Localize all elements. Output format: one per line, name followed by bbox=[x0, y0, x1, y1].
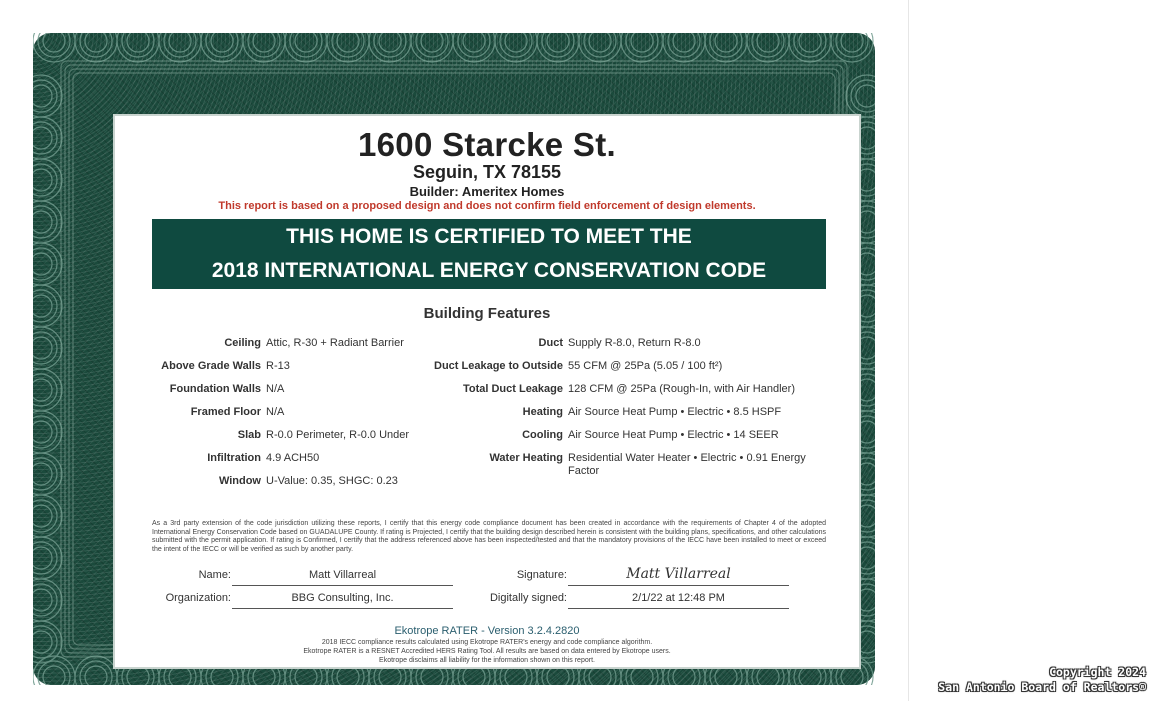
scallop-loop bbox=[33, 547, 52, 569]
scallop-loop bbox=[33, 295, 52, 317]
scallop-loop bbox=[673, 33, 695, 52]
ekotrope-note-3: Ekotrope disclaims all liability for the information shown on this report. bbox=[379, 657, 595, 664]
signature-value: Matt Villarreal bbox=[568, 566, 789, 586]
feature-value: Attic, R-30 + Radiant Barrier bbox=[266, 337, 404, 349]
scallop-loop bbox=[211, 33, 233, 52]
scallop-loop bbox=[379, 33, 401, 52]
proposed-design-notice: This report is based on a proposed design and does not confirm field enforcement of design elements. bbox=[218, 200, 756, 212]
copyright-line-1: Copyright 2024 bbox=[1049, 665, 1146, 679]
scallop-loop bbox=[33, 164, 57, 196]
scallop-loop bbox=[505, 33, 527, 52]
name-label: Name: bbox=[198, 569, 231, 581]
scallop-loop bbox=[337, 33, 359, 52]
scallop-loop bbox=[33, 253, 52, 275]
feature-value: R-0.0 Perimeter, R-0.0 Under bbox=[266, 429, 410, 441]
scallop-loop bbox=[374, 33, 406, 57]
feature-label: Framed Floor bbox=[190, 406, 261, 418]
property-address: 1600 Starcke St. bbox=[358, 126, 616, 163]
scallop-loop bbox=[33, 589, 52, 611]
scallop-loop bbox=[463, 33, 485, 52]
scallop-loop bbox=[33, 421, 52, 443]
scallop-loop bbox=[33, 80, 57, 112]
ekotrope-version: Ekotrope RATER - Version 3.2.4.2820 bbox=[394, 625, 580, 637]
certificate-panel bbox=[113, 114, 861, 669]
scallop-loop bbox=[668, 33, 700, 57]
scallop-loop bbox=[206, 33, 238, 57]
scallop-loop bbox=[290, 33, 322, 57]
blank-side-panel bbox=[908, 0, 1152, 701]
feature-value: 128 CFM @ 25Pa (Rough-In, with Air Handler) bbox=[568, 383, 795, 395]
certification-statement: As a 3rd party extension of the code jurisdiction utilizing these reports, I certify that this energy code compliance document has been created in accordance with the requirements of Chapter 4 of the adopted International Energy Conservation Code based on GUADALUPE County. If rating is Projected, I certify that the building design described herein is consistent with the building plans, specifications, and other calculations submitted with the permit application. If rating is Confirmed, I certify that the address referenced above has been inspected/tested and that the mandatory provisions of the IECC have been installed to meet or exceed the intent of the IECC or will be verified as such by another party. bbox=[152, 520, 826, 553]
feature-value: Supply R-8.0, Return R-8.0 bbox=[568, 337, 701, 349]
scallop-loop bbox=[33, 337, 52, 359]
scallop-loop bbox=[33, 542, 57, 574]
copyright-line-2: San Antonio Board of Realtors® bbox=[938, 680, 1146, 694]
scallop-loop bbox=[33, 631, 52, 653]
scallop-loop bbox=[33, 211, 52, 233]
scallop-loop bbox=[38, 661, 70, 685]
scallop-loop bbox=[33, 626, 57, 658]
scallop-loop bbox=[715, 33, 737, 52]
organization-value: BBG Consulting, Inc. bbox=[232, 592, 453, 609]
scallop-loop bbox=[752, 33, 784, 57]
scallop-loop bbox=[248, 33, 280, 57]
scallop-loop bbox=[458, 33, 490, 57]
building-features-title: Building Features bbox=[423, 305, 551, 322]
scallop-loop bbox=[33, 169, 52, 191]
certification-banner bbox=[152, 219, 826, 289]
scallop-loop bbox=[169, 33, 191, 52]
scallop-loop bbox=[584, 33, 616, 57]
feature-label: Foundation Walls bbox=[169, 383, 261, 395]
feature-value: 4.9 ACH50 bbox=[266, 452, 320, 464]
feature-label: Total Duct Leakage bbox=[462, 383, 563, 395]
scallop-loop bbox=[794, 33, 826, 57]
scallop-loop bbox=[631, 33, 653, 52]
scallop-loop bbox=[33, 290, 57, 322]
scallop-loop bbox=[626, 33, 658, 57]
scallop-loop bbox=[416, 33, 448, 57]
feature-value: 55 CFM @ 25Pa (5.05 / 100 ft²) bbox=[568, 360, 723, 372]
builder-name: Builder: Ameritex Homes bbox=[409, 184, 565, 199]
scallop-loop bbox=[38, 33, 70, 57]
feature-label: Heating bbox=[522, 406, 563, 418]
feature-label: Infiltration bbox=[207, 452, 261, 464]
feature-value: N/A bbox=[266, 383, 285, 395]
feature-label: Water Heating bbox=[489, 452, 563, 464]
feature-value: N/A bbox=[266, 406, 285, 418]
feature-label: Duct Leakage to Outside bbox=[434, 360, 563, 372]
scallop-loop bbox=[33, 122, 57, 154]
scallop-loop bbox=[33, 500, 57, 532]
scallop-loop bbox=[757, 33, 779, 52]
scallop-loop bbox=[80, 33, 112, 57]
scallop-loop bbox=[295, 33, 317, 52]
scallop-loop bbox=[851, 80, 875, 112]
scallop-loop bbox=[421, 33, 443, 52]
scallop-loop bbox=[33, 248, 57, 280]
digitally-signed-label: Digitally signed: bbox=[489, 592, 567, 604]
scallop-loop bbox=[43, 33, 65, 52]
scallop-loop bbox=[799, 33, 821, 52]
scallop-loop bbox=[841, 33, 863, 52]
scallop-loop bbox=[85, 33, 107, 52]
scallop-loop bbox=[33, 85, 52, 107]
organization-label: Organization: bbox=[165, 592, 231, 604]
feature-value: Air Source Heat Pump • Electric • 8.5 HSPF bbox=[568, 406, 782, 418]
property-city: Seguin, TX 78155 bbox=[412, 162, 562, 182]
copyright-watermark bbox=[938, 665, 1146, 695]
ekotrope-note-2: Ekotrope RATER is a RESNET Accredited HERS Rating Tool. All results are based on data entered by Ekotrope users. bbox=[303, 648, 671, 655]
ekotrope-note-1: 2018 IECC compliance results calculated using Ekotrope RATER's energy and code compliance algorithm. bbox=[321, 639, 653, 646]
feature-label: Duct bbox=[538, 337, 563, 349]
feature-label: Slab bbox=[237, 429, 261, 441]
feature-label: Ceiling bbox=[224, 337, 261, 349]
banner-line-2: 2018 INTERNATIONAL ENERGY CONSERVATION CODE bbox=[211, 259, 767, 282]
name-value: Matt Villarreal bbox=[232, 569, 453, 586]
scallop-loop bbox=[33, 379, 52, 401]
feature-label: Above Grade Walls bbox=[161, 360, 261, 372]
scallop-loop bbox=[253, 33, 275, 52]
scallop-loop bbox=[33, 463, 52, 485]
scallop-loop bbox=[33, 206, 57, 238]
scallop-loop bbox=[33, 416, 57, 448]
scallop-loop bbox=[836, 33, 868, 57]
scallop-loop bbox=[542, 33, 574, 57]
scallop-loop bbox=[85, 666, 107, 685]
scallop-loop bbox=[80, 661, 112, 685]
scallop-loop bbox=[589, 33, 611, 52]
scallop-loop bbox=[332, 33, 364, 57]
feature-value: R-13 bbox=[266, 360, 290, 372]
scallop-loop bbox=[500, 33, 532, 57]
scallop-loop bbox=[547, 33, 569, 52]
scallop-loop bbox=[856, 85, 875, 107]
feature-value: Residential Water Heater • Electric • 0.91 Energy Factor bbox=[568, 452, 806, 477]
scallop-loop bbox=[33, 127, 52, 149]
feature-value: Air Source Heat Pump • Electric • 14 SEER bbox=[568, 429, 779, 441]
banner-line-1: THIS HOME IS CERTIFIED TO MEET THE bbox=[286, 225, 692, 248]
scallop-loop bbox=[164, 33, 196, 57]
scallop-loop bbox=[33, 458, 57, 490]
feature-label: Cooling bbox=[522, 429, 563, 441]
scallop-loop bbox=[33, 505, 52, 527]
feature-value: U-Value: 0.35, SHGC: 0.23 bbox=[266, 475, 398, 487]
scallop-loop bbox=[33, 584, 57, 616]
signature-label: Signature: bbox=[516, 569, 567, 581]
feature-label: Window bbox=[218, 475, 261, 487]
scallop-loop bbox=[43, 666, 65, 685]
scallop-loop bbox=[33, 374, 57, 406]
digitally-signed-value: 2/1/22 at 12:48 PM bbox=[568, 592, 789, 609]
scallop-loop bbox=[710, 33, 742, 57]
scallop-loop bbox=[33, 332, 57, 364]
scallop-loop bbox=[127, 33, 149, 52]
scallop-loop bbox=[122, 33, 154, 57]
